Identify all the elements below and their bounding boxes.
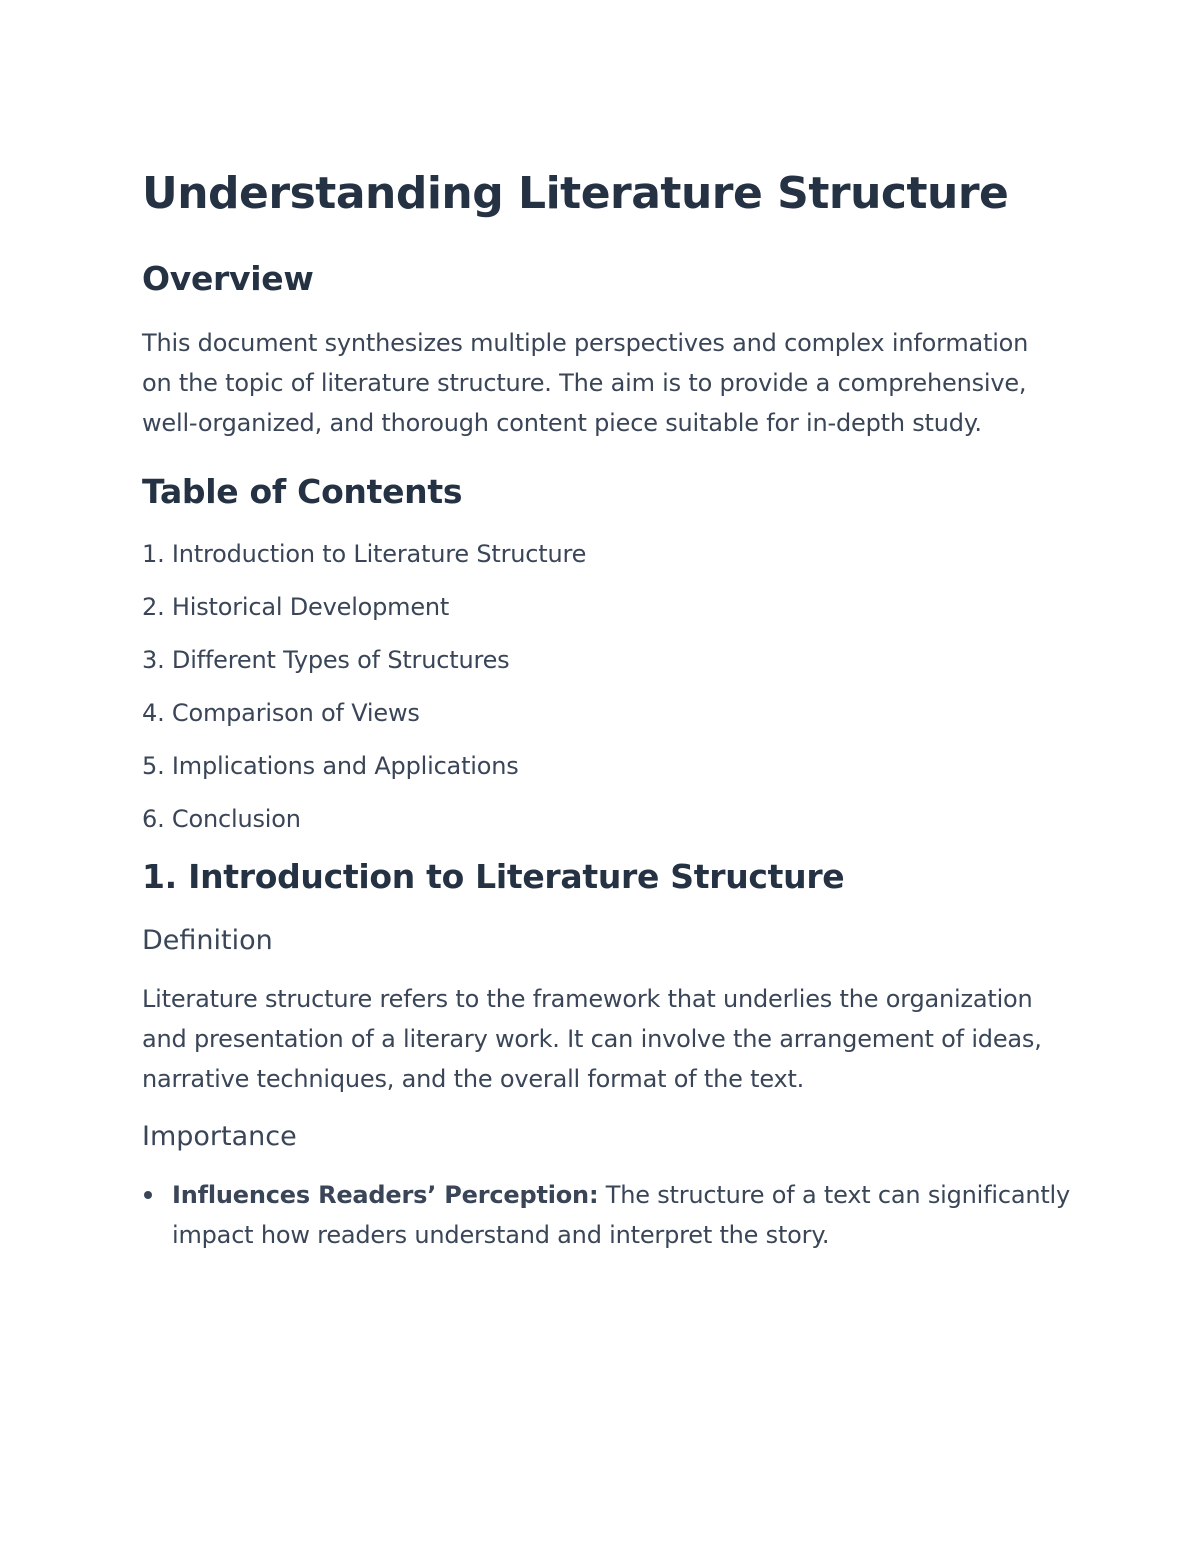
toc-item: 5. Implications and Applications — [142, 752, 519, 780]
definition-paragraph: Literature structure refers to the framework that underlies the organization and presentation of a literary work. It can involve the arrangement of ideas, narrative techniques, and the overall format of the text. — [142, 985, 1042, 1093]
bullet-text: The structure of a text can significantly impact how readers understand and interpret the story. — [172, 1181, 1071, 1249]
document-page — [142, 164, 1072, 1255]
toc-item: 2. Historical Development — [142, 593, 450, 621]
bullet-term: Influences Readers’ Perception: — [172, 1181, 599, 1209]
table-of-contents — [142, 540, 1072, 858]
overview-heading: Overview — [142, 259, 314, 298]
document-title: Understanding Literature Structure — [142, 168, 1009, 219]
toc-heading: Table of Contents — [142, 472, 463, 511]
bullet-icon — [144, 1191, 152, 1199]
toc-item: 1. Introduction to Literature Structure — [142, 540, 587, 568]
toc-item: 6. Conclusion — [142, 805, 301, 833]
definition-heading: Definition — [142, 925, 273, 956]
importance-heading: Importance — [142, 1121, 297, 1152]
section-1-heading: 1. Introduction to Literature Structure — [142, 857, 845, 896]
list-item — [142, 1175, 1072, 1255]
overview-paragraph: This document synthesizes multiple perspectives and complex information on the topic of literature structure. The aim is to provide a comprehensive, well-organized, and thorough content piece suitable for in-depth study. — [142, 329, 1029, 437]
importance-list — [142, 1175, 1072, 1255]
toc-item: 4. Comparison of Views — [142, 699, 420, 727]
toc-item: 3. Different Types of Structures — [142, 646, 510, 674]
